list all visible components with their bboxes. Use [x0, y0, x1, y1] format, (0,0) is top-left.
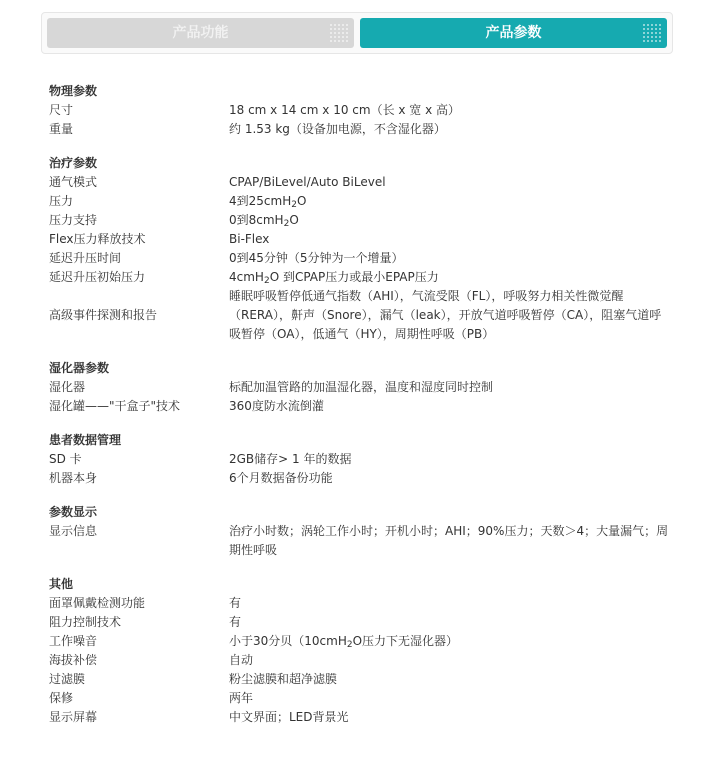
section-physical	[49, 82, 679, 139]
spec-row	[49, 211, 679, 230]
spec-label: 重量	[49, 122, 74, 136]
value-subscript: 2	[346, 640, 353, 650]
value-subscript: 2	[291, 200, 297, 210]
spec-row	[49, 594, 679, 613]
section-data-management	[49, 431, 679, 488]
value-text: 小于30分贝（10cmH	[229, 634, 347, 648]
dots-pattern-icon	[329, 23, 349, 43]
value-text: O	[296, 194, 307, 208]
value-text: O 到CPAP压力或最小EPAP压力	[269, 270, 439, 284]
spec-value: 中文界面；LED背景光	[229, 710, 349, 724]
spec-value: 睡眠呼吸暂停低通气指数（AHI），气流受限（FL），呼吸努力相关性微觉醒（RERA），鼾声（Snore），漏气（leak），开放气道呼吸暂停（CA），阻塞气道呼吸暂停（OA），低通气（HY），周期性呼吸（PB）	[229, 289, 662, 341]
spec-row	[49, 120, 679, 139]
value-subscript: 2	[263, 276, 270, 286]
tab-product-function[interactable]	[47, 18, 354, 48]
spec-row	[49, 469, 679, 488]
spec-label: Flex压力释放技术	[49, 232, 146, 246]
tab-product-params[interactable]	[360, 18, 667, 48]
spec-row	[49, 287, 679, 344]
spec-value: CPAP/BiLevel/Auto BiLevel	[229, 175, 386, 189]
spec-value	[229, 632, 669, 651]
value-subscript: 2	[283, 219, 290, 229]
spec-row	[49, 522, 679, 560]
tab-bar	[41, 12, 673, 54]
spec-value: 两年	[229, 691, 254, 705]
spec-label: 阻力控制技术	[49, 615, 122, 629]
spec-row	[49, 397, 679, 416]
spec-row	[49, 450, 679, 469]
spec-row	[49, 632, 679, 651]
spec-label: 湿化器	[49, 380, 86, 394]
section-therapy	[49, 154, 679, 344]
spec-row	[49, 708, 679, 727]
spec-row	[49, 670, 679, 689]
section-title: 物理参数	[49, 84, 98, 98]
spec-label: 机器本身	[49, 471, 98, 485]
spec-row	[49, 101, 679, 120]
spec-row	[49, 268, 679, 287]
spec-value: 粉尘滤膜和超净滤膜	[229, 672, 338, 686]
spec-label: 延迟升压初始压力	[49, 270, 146, 284]
spec-value: 有	[229, 596, 242, 610]
spec-label: 显示屏幕	[49, 710, 98, 724]
spec-label: 延迟升压时间	[49, 251, 122, 265]
spec-value: Bi-Flex	[229, 232, 270, 246]
value-text: 4cmH	[229, 270, 264, 284]
spec-value	[229, 192, 669, 211]
dots-pattern-icon	[642, 23, 662, 43]
spec-row	[49, 230, 679, 249]
spec-label: 保修	[49, 691, 74, 705]
spec-value: 2GB储存> 1 年的数据	[229, 452, 352, 466]
spec-value: 标配加温管路的加温湿化器，温度和湿度同时控制	[229, 380, 494, 394]
spec-value	[229, 268, 669, 287]
section-title: 治疗参数	[49, 156, 98, 170]
spec-value: 有	[229, 615, 242, 629]
spec-label: 显示信息	[49, 524, 98, 538]
spec-value: 自动	[229, 653, 254, 667]
spec-row	[49, 689, 679, 708]
spec-value: 18 cm x 14 cm x 10 cm（长 x 宽 x 高）	[229, 103, 461, 117]
spec-label: SD 卡	[49, 452, 82, 466]
section-title: 湿化器参数	[49, 361, 110, 375]
spec-value: 0到45分钟（5分钟为一个增量）	[229, 251, 404, 265]
spec-value: 6个月数据备份功能	[229, 471, 333, 485]
spec-label: 压力支持	[49, 213, 98, 227]
spec-label: 湿化罐——"干盒子"技术	[49, 399, 181, 413]
section-title: 其他	[49, 577, 74, 591]
spec-content	[49, 82, 679, 742]
spec-row	[49, 173, 679, 192]
tab-product-params-label: 产品参数	[485, 25, 542, 41]
value-text: O压力下无湿化器）	[352, 634, 459, 648]
spec-label: 工作噪音	[49, 634, 98, 648]
spec-row	[49, 378, 679, 397]
value-text: O	[289, 213, 299, 227]
section-title: 患者数据管理	[49, 433, 122, 447]
section-humidifier	[49, 359, 679, 416]
spec-label: 尺寸	[49, 103, 74, 117]
spec-row	[49, 192, 679, 211]
section-other	[49, 575, 679, 727]
section-title: 参数显示	[49, 505, 98, 519]
spec-value: 约 1.53 kg（设备加电源，不含湿化器）	[229, 122, 446, 136]
spec-row	[49, 651, 679, 670]
section-display	[49, 503, 679, 560]
spec-value: 治疗小时数；涡轮工作小时；开机小时；AHI；90%压力；天数＞4；大量漏气；周期性呼吸	[229, 524, 669, 557]
spec-label: 高级事件探测和报告	[49, 308, 158, 322]
spec-value	[229, 211, 669, 230]
spec-label: 面罩佩戴检测功能	[49, 596, 146, 610]
spec-label: 压力	[49, 194, 74, 208]
spec-label: 通气模式	[49, 175, 98, 189]
value-text: 4到25cmH	[229, 194, 292, 208]
spec-row	[49, 249, 679, 268]
spec-label: 海拔补偿	[49, 653, 98, 667]
spec-label: 过滤膜	[49, 672, 86, 686]
tab-product-function-label: 产品功能	[172, 25, 229, 41]
spec-row	[49, 613, 679, 632]
value-text: 0到8cmH	[229, 213, 284, 227]
spec-value: 360度防水流倒灌	[229, 399, 324, 413]
